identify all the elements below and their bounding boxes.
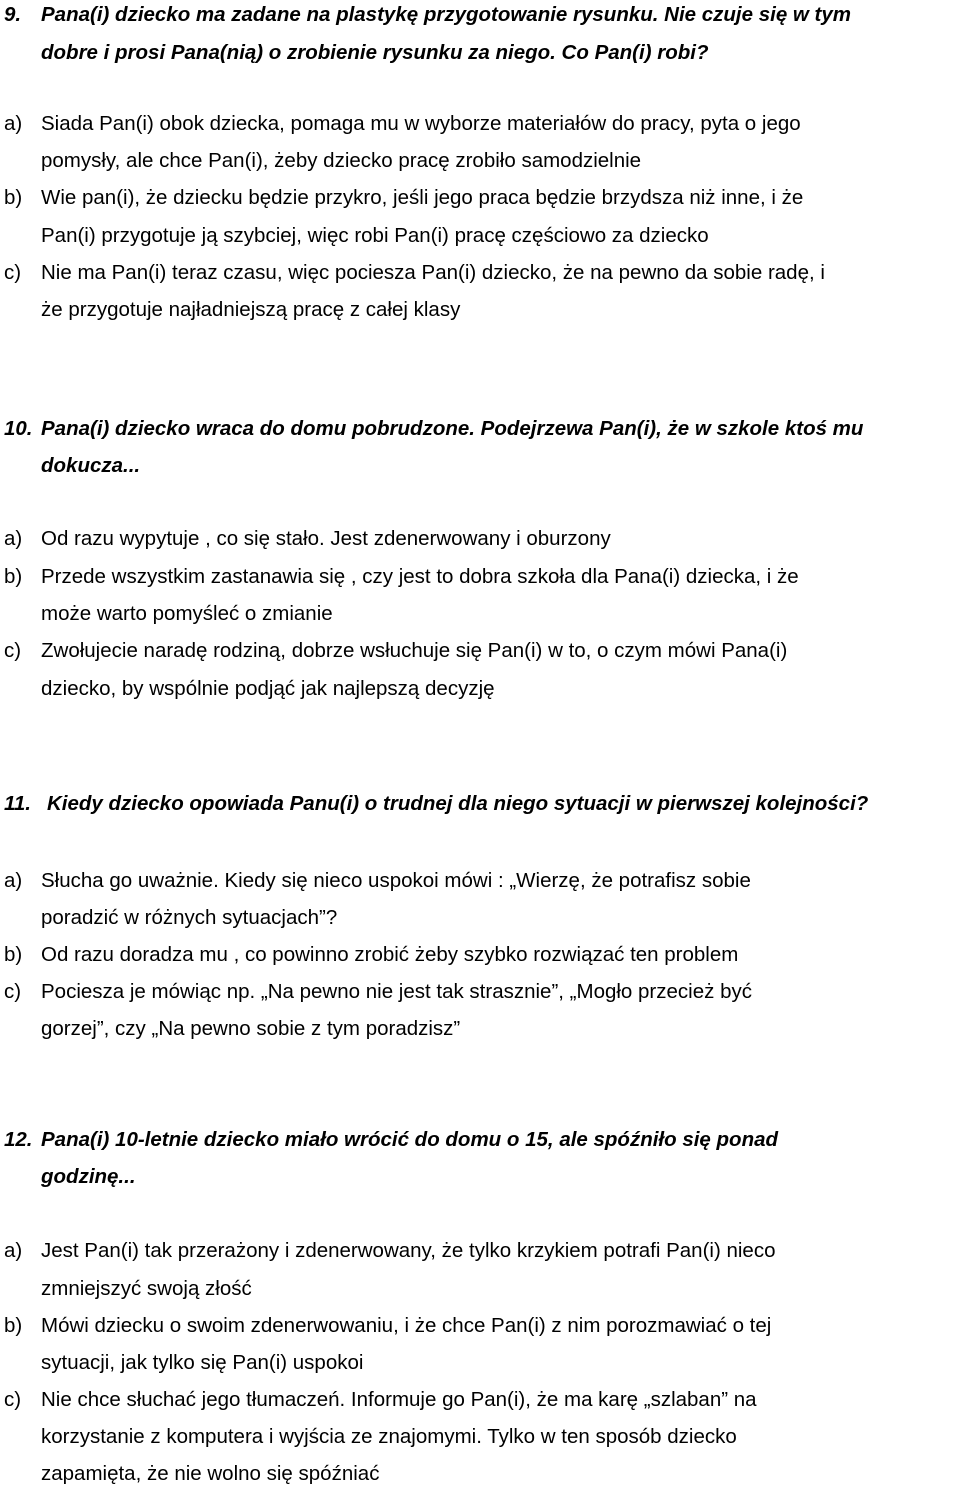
question-text: godzinę... <box>41 1165 136 1188</box>
answer-9c-line-2 <box>41 297 460 323</box>
answer-label: a) <box>4 869 23 892</box>
answer-text: Przede wszystkim zastanawia się , czy jest to dobra szkoła dla Pana(i) dziecka, i że <box>41 565 799 588</box>
answer-text: Pociesza je mówiąc np. „Na pewno nie jest tak strasznie”, „Mogło przecież być <box>41 980 752 1003</box>
answer-12b-line-2 <box>41 1350 363 1376</box>
answer-text: zmniejszyć swoją złość <box>41 1277 252 1300</box>
answer-text: poradzić w różnych sytuacjach”? <box>41 906 338 929</box>
answer-10c-line-2 <box>41 676 495 702</box>
question-9-heading-line-2 <box>41 40 708 66</box>
answer-text: Od razu wypytuje , co się stało. Jest zdenerwowany i oburzony <box>41 527 611 550</box>
question-12-heading-line-2 <box>41 1164 136 1190</box>
answer-12c-line-2 <box>41 1424 737 1450</box>
answer-text: Mówi dziecku o swoim zdenerwowaniu, i że chce Pan(i) z nim porozmawiać o tej <box>41 1314 772 1337</box>
answer-text: Wie pan(i), że dziecku będzie przykro, jeśli jego praca będzie brzydsza niż inne, i że <box>41 186 804 209</box>
question-10-heading-line-2 <box>41 453 140 479</box>
answer-10b-line-2 <box>41 601 333 627</box>
answer-text: Siada Pan(i) obok dziecka, pomaga mu w wyborze materiałów do pracy, pyta o jego <box>41 112 801 135</box>
answer-text: może warto pomyśleć o zmianie <box>41 602 333 625</box>
answer-text: Nie ma Pan(i) teraz czasu, więc pociesza Pan(i) dziecko, że na pewno da sobie radę, i <box>41 261 825 284</box>
question-text: dobre i prosi Pana(nią) o zrobienie rysunku za niego. Co Pan(i) robi? <box>41 41 709 64</box>
question-text: Pana(i) 10-letnie dziecko miało wrócić do domu o 15, ale spóźniło się ponad <box>41 1128 779 1151</box>
answer-12a-line-2 <box>41 1276 252 1302</box>
question-text: Pana(i) dziecko wraca do domu pobrudzone. Podejrzewa Pan(i), że w szkole ktoś mu <box>41 417 864 440</box>
answer-9a-line-2 <box>41 148 641 174</box>
answer-text: Od razu doradza mu , co powinno zrobić żeby szybko rozwiązać ten problem <box>41 943 739 966</box>
answer-label: b) <box>4 1314 23 1337</box>
answer-text: Pan(i) przygotuje ją szybciej, więc robi Pan(i) pracę częściowo za dziecko <box>41 224 709 247</box>
answer-text: Słucha go uważnie. Kiedy się nieco uspokoi mówi : „Wierzę, że potrafisz sobie <box>41 869 751 892</box>
answer-label: b) <box>4 943 23 966</box>
answer-text: sytuacji, jak tylko się Pan(i) uspokoi <box>41 1351 364 1374</box>
answer-text: dziecko, by wspólnie podjąć jak najlepszą decyzję <box>41 677 495 700</box>
answer-text: pomysły, ale chce Pan(i), żeby dziecko pracę zrobiło samodzielnie <box>41 149 642 172</box>
answer-text: Zwołujecie naradę rodziną, dobrze wsłuchuje się Pan(i) w to, o czym mówi Pana(i) <box>41 639 788 662</box>
answer-text: że przygotuje najładniejszą pracę z całej klasy <box>41 298 461 321</box>
answer-text: korzystanie z komputera i wyjścia ze znajomymi. Tylko w ten sposób dziecko <box>41 1425 737 1448</box>
answer-label: a) <box>4 112 23 135</box>
question-number: 10. <box>4 417 33 440</box>
question-text: Pana(i) dziecko ma zadane na plastykę przygotowanie rysunku. Nie czuje się w tym <box>41 3 852 26</box>
answer-12c-line-3 <box>41 1461 379 1487</box>
answer-text: zapamięta, że nie wolno się spóźniać <box>41 1462 380 1485</box>
question-number: 11. <box>4 792 31 815</box>
answer-text: Nie chce słuchać jego tłumaczeń. Informuje go Pan(i), że ma karę „szlaban” na <box>41 1388 757 1411</box>
answer-label: c) <box>4 1388 22 1411</box>
question-number: 12. <box>4 1128 33 1151</box>
answer-label: c) <box>4 639 22 662</box>
answer-text: gorzej”, czy „Na pewno sobie z tym poradzisz” <box>41 1017 461 1040</box>
answer-9b-line-2 <box>41 223 709 249</box>
answer-label: a) <box>4 1239 23 1262</box>
answer-label: b) <box>4 565 23 588</box>
answer-label: c) <box>4 261 22 284</box>
answer-11c-line-2 <box>41 1016 460 1042</box>
answer-label: c) <box>4 980 22 1003</box>
answer-label: b) <box>4 186 23 209</box>
question-text: dokucza... <box>41 454 141 477</box>
question-text: Kiedy dziecko opowiada Panu(i) o trudnej dla niego sytuacji w pierwszej kolejności? <box>47 792 869 815</box>
answer-11a-line-2 <box>41 905 337 931</box>
answer-text: Jest Pan(i) tak przerażony i zdenerwowany, że tylko krzykiem potrafi Pan(i) nieco <box>41 1239 776 1262</box>
question-number: 9. <box>4 3 22 26</box>
answer-label: a) <box>4 527 23 550</box>
